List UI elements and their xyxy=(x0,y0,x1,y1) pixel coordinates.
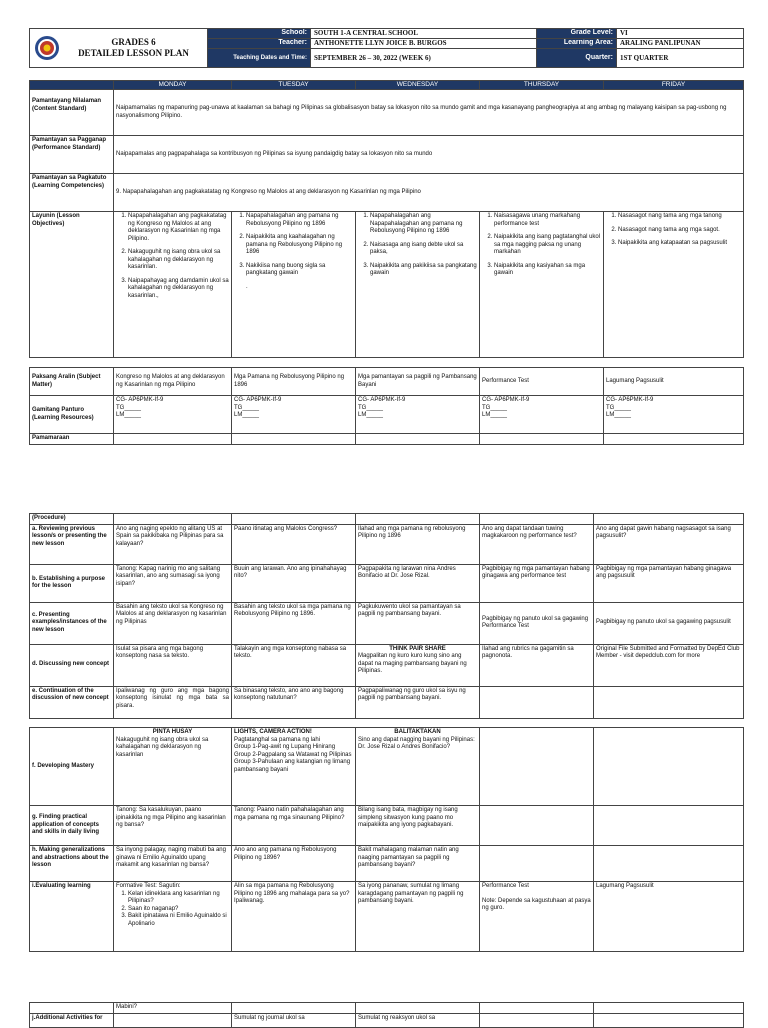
empty-cell xyxy=(232,1003,356,1014)
empty-cell xyxy=(232,434,356,445)
resource-lm: LM_____ xyxy=(234,412,260,419)
procedure-label-cont: (Procedure) xyxy=(30,514,114,525)
resource-lm: LM_____ xyxy=(116,412,142,419)
step-c-tuesday: Basahin ang teksto ukol sa mga pamana ng Rebolusyong Pilipino ng 1896. xyxy=(232,602,356,644)
empty-cell xyxy=(232,514,356,525)
objective-item: 1. Napapahalagahan ang Napapahalagahan ang pamana ng Rebolusyong Pilipino ng 1896 xyxy=(370,213,477,236)
day-monday: MONDAY xyxy=(114,81,232,90)
balitaktakan-heading: BALITAKTAKAN xyxy=(394,729,441,735)
empty-cell xyxy=(480,728,594,806)
empty-cell xyxy=(114,434,232,445)
school-label: School: xyxy=(208,29,311,39)
step-d-wednesday-text: Magpalitan ng kuro kuro kung sino ang dapat na maging pambansang bayani ng Pilipinas. xyxy=(358,653,467,674)
empty-cell xyxy=(356,1003,480,1014)
step-f-label: f. Developing Mastery xyxy=(30,728,114,806)
competencies-text: 9. Napapahalagahan ang pagkakatatag ng Kongreso ng Malolos at ang deklarasyon ng Kasarinlan ng mga Pilipino xyxy=(114,174,744,212)
objective-item: 1. Napapahalagahan ang pagkakatatag ng Kongreso ng Malolos at ang deklarasyon ng Kasarinlan ng mga Pilipino. xyxy=(128,213,229,243)
competencies-label: Pamantayan sa Pagkatuto (Learning Competencies) xyxy=(30,174,114,212)
objective-item: 2. Nasasagot nang tama ang mga sagot. xyxy=(618,227,741,235)
step-f-monday-text: Nakaguguhit ng isang obra ukol sa kahalagahan ng deklarasyon ng kasarinlan xyxy=(116,736,209,758)
step-j-tuesday: Sumulat ng journal ukol sa xyxy=(232,1013,356,1027)
formative-test-heading: Formative Test: Sagutin: xyxy=(116,883,181,889)
objective-item: 2. Naipakikita ang kaahalagahan ng pamana ng Rebolusyong Pilipino ng 1896 xyxy=(246,234,353,257)
empty-cell xyxy=(480,434,604,445)
step-d-friday: Original File Submitted and Formatted by DepEd Club Member - visit depedclub.com for more xyxy=(594,644,744,686)
plan-title: DETAILED LESSON PLAN xyxy=(78,48,189,59)
objective-item: 1. Nasasagot nang tama ang mga tanong xyxy=(618,213,741,221)
step-d-monday: Isulat sa pisara ang mga bagong konseptong nasa sa teksto. xyxy=(114,644,232,686)
step-f-tuesday xyxy=(232,728,356,806)
step-i-friday: Lagumang Pagsusulit xyxy=(594,882,744,952)
block-1 xyxy=(29,80,743,445)
objective-item: 2. Nakaguguhit ng isang obra ukol sa kahalagahan ng deklarasyon ng kasarinlan. xyxy=(128,249,229,272)
objectives-tuesday xyxy=(232,212,356,358)
block-3 xyxy=(29,727,743,952)
step-h-monday: Sa inyong palagay, naging mabuti ba ang ginawa ni Emilio Aguinaldo upang makamit ang kasarinlan ng bansa? xyxy=(114,846,232,882)
objective-item: 2. Naipakikita ang isang pagtatanghal ukol sa mga nagging paksa ng unang markahan xyxy=(494,234,601,257)
step-a-monday: Ano ang naging epekto ng alitang US at Spain sa pakikibaka ng Pilipinas para sa kalayaan? xyxy=(114,524,232,564)
step-e-monday: Ipaliwanag ng guro ang mga bagong konseptong isinulat ng mga bata sa pisara. xyxy=(114,686,232,718)
subject-wednesday: Mga pamantayan sa pagpili ng Pambansang Bayani xyxy=(356,368,480,396)
step-f-wednesday-text: Sino ang dapat nagging bayani ng Pilipinas: Dr. Jose Rizal o Andres Bonifacio? xyxy=(358,736,475,750)
grade-label: Grade Level: xyxy=(537,29,617,39)
step-b-monday: Tanong: Kapag narinig mo ang salitang kasarinlan, ano ang sumasagi sa iyong isipan? xyxy=(114,564,232,602)
objective-item: 3. Naipapahayag ang damdamin ukol sa kahalagahan ng deklarasyon ng kasarinlan., xyxy=(128,278,229,301)
step-e-wednesday: Pagpapaliwanag ng guro ukol sa isyu ng pagpili ng pambansang bayani. xyxy=(356,686,480,718)
step-g-wednesday: Bilang isang bata, magbigay ng isang simpleng sitwasyon kung paano mo maipakikita ang iyong pagkabayani. xyxy=(356,806,480,846)
step-a-tuesday: Paano itinatag ang Malolos Congress? xyxy=(232,524,356,564)
step-b-friday: Pagbibigay ng mga pamantayan habang ginagawa ang pagsusulit xyxy=(594,564,744,602)
empty-cell xyxy=(114,514,232,525)
subject-monday: Kongreso ng Malolos at ang deklarasyon ng Kasarinlan ng mga Pilipino xyxy=(114,368,232,396)
step-b-thursday: Pagbibigay ng mga pamantayan habang ginagawa ang performance test xyxy=(480,564,594,602)
step-e-thursday xyxy=(480,686,594,718)
content-standard-text: Naipamamalas ng mapanuring pag-unawa at kaalaman sa bahagi ng Pilipinas sa globalisasyon batay sa lokasyon nito sa mundo gamit and mga kasanayang pangheograpiya at ang ambag ng malayang kaisipan sa pag-usbong ng nasyonalismong Pilipino. xyxy=(114,90,744,136)
pinta-husay-heading: PINTA HUSAY xyxy=(152,729,193,735)
step-i-tuesday: Alin sa mga pamana ng Rebolusyong Pilipino ng 1896 ang mahalaga para sa yo? Ipaliwanag. xyxy=(232,882,356,952)
step-i-wednesday: Sa iyong pananaw, sumulat ng limang karagdagang pamantayan ng pagpili ng pambansang bayani. xyxy=(356,882,480,952)
empty-cell xyxy=(480,806,594,846)
resource-tg: TG_____ xyxy=(234,404,260,411)
step-e-label: e. Continuation of the discussion of new concept xyxy=(30,686,114,718)
subject-friday: Lagumang Pagsusulit xyxy=(604,368,744,396)
area-label: Learning Area: xyxy=(537,39,617,49)
step-g-monday: Tanong: Sa kasalukuyan, paano ipinakikita ng mga Pilipino ang kasarinlan ng bansa? xyxy=(114,806,232,846)
empty-cell xyxy=(594,728,744,806)
spacer-row xyxy=(30,358,744,368)
performance-test-note: Note: Depende sa kagustuhaan at pasya ng guro. xyxy=(482,897,591,911)
teacher-label: Teacher: xyxy=(208,39,311,49)
empty-cell xyxy=(356,514,480,525)
resource-lm: LM_____ xyxy=(482,412,508,419)
dates-value: SEPTEMBER 26 – 30, 2022 (WEEK 6) xyxy=(311,49,537,68)
objective-extra: . xyxy=(246,283,248,290)
step-e-friday xyxy=(594,686,744,718)
objective-item: 3. Naipakikita ang pakikiisa sa pangkatang gawain xyxy=(370,263,477,278)
performance-standard-text: Naipapamalas ang pagpapahalaga sa kontribusyon ng Pilipinas sa isyung pandaigdig batay sa lokasyon nito sa mundo xyxy=(114,136,744,174)
step-a-wednesday: Ilahad ang mga pamana ng rebolusyong Pilipino ng 1896 xyxy=(356,524,480,564)
performance-test-text: Performance Test xyxy=(482,883,529,889)
step-c-thursday: Pagbibigay ng panuto ukol sa gagawing Performance Test xyxy=(480,602,594,644)
resource-code: CG- AP6PMK-If-9 xyxy=(116,397,164,404)
step-h-label: h. Making generalizations and abstractions about the lesson xyxy=(30,846,114,882)
performance-standard-label: Pamantayan sa Pagganap (Performance Standard) xyxy=(30,136,114,174)
resources-wednesday xyxy=(356,396,480,434)
deped-seal-icon xyxy=(34,35,60,61)
resource-tg: TG_____ xyxy=(606,404,632,411)
empty-cell xyxy=(480,1003,594,1014)
resources-monday xyxy=(114,396,232,434)
objective-item: 3. Naipakikita ang kasiyahan sa mga gawain xyxy=(494,263,601,278)
step-f-tuesday-line: Group 3-Pahulaan ang katangian ng limang pambansang bayani xyxy=(234,759,351,773)
resource-tg: TG_____ xyxy=(482,404,508,411)
quarter-value: 1ST QUARTER xyxy=(617,49,744,68)
objectives-thursday xyxy=(480,212,604,358)
grades-title: GRADES 6 xyxy=(111,37,156,47)
step-c-wednesday: Pagkukuwento ukol sa pamantayan sa pagpili ng pambansang bayani. xyxy=(356,602,480,644)
objective-item: 1. Napapahalagahan ang pamana ng Rebolusyong Pilipino ng 1896 xyxy=(246,213,353,228)
step-f-wednesday xyxy=(356,728,480,806)
resources-tuesday xyxy=(232,396,356,434)
empty-cell xyxy=(480,1013,594,1027)
step-c-label: c. Presenting examples/instances of the new lesson xyxy=(30,602,114,644)
step-b-tuesday: Buuin ang larawan. Ano ang ipinahahayag nito? xyxy=(232,564,356,602)
school-value: SOUTH 1-A CENTRAL SCHOOL xyxy=(311,29,537,39)
day-tuesday: TUESDAY xyxy=(232,81,356,90)
resources-thursday xyxy=(480,396,604,434)
lesson-table-1 xyxy=(29,80,744,445)
step-c-monday: Basahin ang teksto ukol sa Kongreso ng Malolos at ang deklarasyon ng kasarinlan ng Pilipinas xyxy=(114,602,232,644)
step-g-tuesday: Tanong: Paano natin pahahalagahan ang mga pamana ng mga sinaunang Pilipino? xyxy=(232,806,356,846)
resource-tg: TG_____ xyxy=(116,404,142,411)
resource-code: CG- AP6PMK-If-9 xyxy=(606,397,654,404)
area-value: ARALING PANLIPUNAN xyxy=(617,39,744,49)
step-a-label: a. Reviewing previous lesson/s or presenting the new lesson xyxy=(30,524,114,564)
teacher-value: ANTHONETTE LLYN JOICE B. BURGOS xyxy=(311,39,537,49)
step-d-wednesday xyxy=(356,644,480,686)
procedure-label-top: Pamamaraan xyxy=(30,434,114,445)
empty-cell xyxy=(594,846,744,882)
subject-label: Paksang Aralin (Subject Matter) xyxy=(30,368,114,396)
subject-thursday: Performance Test xyxy=(480,368,604,396)
resource-code: CG- AP6PMK-If-9 xyxy=(234,397,282,404)
step-j-label: j.Additional Activities for xyxy=(30,1013,114,1027)
day-thursday: THURSDAY xyxy=(480,81,604,90)
spacer xyxy=(482,891,591,898)
formative-item: 3. Bakit ipinatawa ni Emilio Aguinaldo si Apolinario xyxy=(128,913,229,928)
formative-item: 1. Kelan idineklara ang kasarinlan ng Pilipinas? xyxy=(128,891,229,906)
empty-cell xyxy=(356,434,480,445)
header-block xyxy=(29,28,743,70)
step-h-wednesday: Bakit mahalagang malaman natin ang naaging pamantayan sa pagpili ng pambansang bayani? xyxy=(356,846,480,882)
content-standard-label: Pamantayang Nilalaman (Content Standard) xyxy=(30,90,114,136)
objective-item: 1. Naisasagawa unang markahang performance test xyxy=(494,213,601,228)
objective-item: 3. Nakikiisa nang buong sigla sa pangkatang gawain xyxy=(246,263,353,278)
resource-lm: LM_____ xyxy=(358,412,384,419)
step-f-tuesday-line: Group 1-Pag-awit ng Lupang Hinirang xyxy=(234,744,336,750)
resources-friday xyxy=(604,396,744,434)
step-g-label: g. Finding practical application of concepts and skills in daily living xyxy=(30,806,114,846)
step-i-label: i.Evaluating learning xyxy=(30,882,114,952)
resources-label: Gamitang Panturo (Learning Resources) xyxy=(30,396,114,434)
empty-cell xyxy=(480,514,594,525)
step-h-tuesday: Ano ano ang pamana ng Rebolusyong Pilipino ng 1896? xyxy=(232,846,356,882)
step-b-wednesday: Pagpapakita ng larawan nina Andres Bonifacio at Dr. Jose Rizal. xyxy=(356,564,480,602)
formative-item: 2. Saan ito naganap? xyxy=(128,906,229,914)
think-pair-share-heading: THINK PAIR SHARE xyxy=(389,645,446,652)
objectives-monday xyxy=(114,212,232,358)
step-e-tuesday: Sa binasang teksto, ano ano ang bagong konseptong natutunan? xyxy=(232,686,356,718)
resource-code: CG- AP6PMK-If-9 xyxy=(482,397,530,404)
step-j-wednesday: Sumulat ng reaksyon ukol sa xyxy=(356,1013,480,1027)
step-b-label: b. Establishing a purpose for the lesson xyxy=(30,564,114,602)
objectives-friday xyxy=(604,212,744,358)
empty-cell xyxy=(30,1003,114,1014)
title-cell xyxy=(30,29,208,68)
step-i-thursday xyxy=(480,882,594,952)
resource-lm: LM_____ xyxy=(606,412,632,419)
step-a-friday: Ano ang dapat gawin habang nagsasagot sa isang pagsusulit? xyxy=(594,524,744,564)
step-d-tuesday: Talakayin ang mga konseptong nabasa sa teksto. xyxy=(232,644,356,686)
lesson-table-2 xyxy=(29,513,744,719)
objective-item: 3. Naipakikita ang katapaatan sa pagsusulit xyxy=(618,240,741,248)
empty-cell xyxy=(480,846,594,882)
step-c-friday: Pagbibigay ng panuto ukol sa gagawing pagsusulit xyxy=(594,602,744,644)
subject-tuesday: Mga Pamana ng Rebolusyong Pilipino ng 1896 xyxy=(232,368,356,396)
step-f-monday xyxy=(114,728,232,806)
header-table xyxy=(29,28,744,68)
empty-cell xyxy=(114,1013,232,1027)
grade-value: VI xyxy=(617,29,744,39)
resource-code: CG- AP6PMK-If-9 xyxy=(358,397,406,404)
empty-cell xyxy=(604,434,744,445)
day-friday: FRIDAY xyxy=(604,81,744,90)
resource-tg: TG_____ xyxy=(358,404,384,411)
quarter-label: Quarter: xyxy=(537,49,617,68)
step-d-label: d. Discussing new concept xyxy=(30,644,114,686)
objectives-label: Layunin (Lesson Objectives) xyxy=(30,212,114,358)
step-f-tuesday-line: Pagtatanghal sa pamana ng lahi xyxy=(234,736,321,743)
step-a-thursday: Ano ang dapat tandaan tuwing magkakaroon ng performance test? xyxy=(480,524,594,564)
step-f-tuesday-line: Group 2-Pagpalang sa Watawat ng Pilipinas xyxy=(234,751,352,758)
day-wednesday: WEDNESDAY xyxy=(356,81,480,90)
empty-cell xyxy=(594,1013,744,1027)
lesson-table-3 xyxy=(29,727,744,952)
dates-label: Teaching Dates and Time: xyxy=(208,49,311,68)
empty-cell xyxy=(594,514,744,525)
empty-cell xyxy=(594,1003,744,1014)
lights-camera-heading: LIGHTS, CAMERA ACTION! xyxy=(234,729,312,735)
empty-cell xyxy=(594,806,744,846)
step-i-monday-cont: Mabini? xyxy=(114,1003,232,1014)
step-d-thursday: Ilahad ang rubrics na gagamitin sa pagnonota. xyxy=(480,644,594,686)
corner-cell xyxy=(30,81,114,90)
objectives-wednesday xyxy=(356,212,480,358)
block-2 xyxy=(29,513,743,719)
step-i-monday xyxy=(114,882,232,952)
objective-item: 2. Naisasaga ang isang debte ukol sa paksa, xyxy=(370,242,477,257)
